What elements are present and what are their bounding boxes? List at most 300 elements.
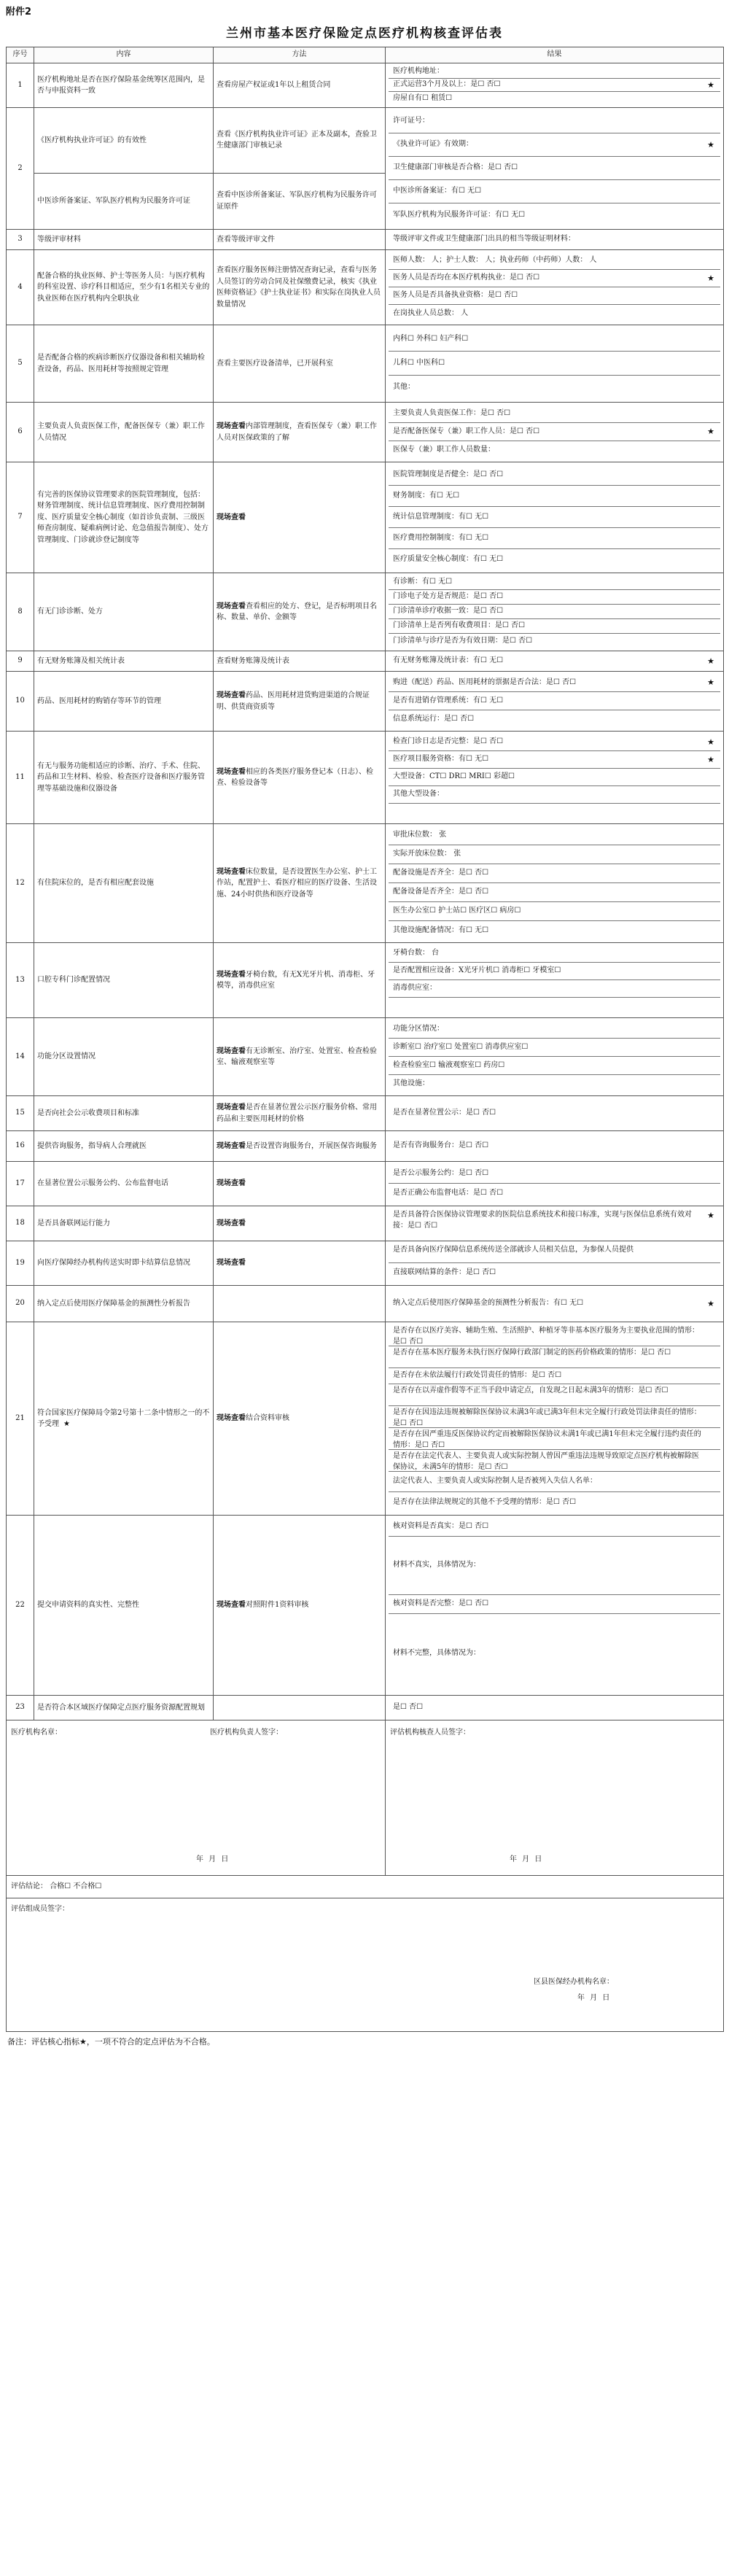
result-text: 是否配备医保专（兼）职工作人员：是☐ 否☐	[393, 427, 540, 435]
row-content	[34, 824, 214, 943]
table-row	[7, 1096, 724, 1131]
row-result	[386, 250, 724, 325]
row-method	[214, 462, 386, 573]
row-content-text: 有完善的医保协议管理要求的医院管理制度，包括：财务管理制度、统计信息管理制度、医疗费用控制制度、医疗质量安全核心制度（如首诊负责制、三级医师查房制度、疑难病例讨论、危急值报告制度）、处方管理制度、门诊就诊登记制度等	[37, 490, 208, 544]
result-line[interactable]	[389, 79, 720, 92]
row-method	[214, 672, 386, 732]
result-text: 是否正确公布监督电话：是☐ 否☐	[393, 1189, 504, 1198]
core-indicator-star: ★	[63, 1420, 70, 1428]
footnote: 备注：评估核心指标★，一项不符合的定点评估为不合格。	[7, 2037, 215, 2047]
row-content	[34, 1131, 214, 1162]
result-line[interactable]	[389, 902, 720, 921]
row-content-text: 符合国家医疗保障局令第2号第十二条中情形之一的不予受理	[37, 1408, 210, 1428]
result-text: 正式运营3个月及以上：是☐ 否☐	[393, 80, 501, 89]
result-text: 《执业许可证》有效期：	[393, 140, 473, 149]
core-indicator-star: ★	[707, 656, 714, 666]
row-content-text: 提供咨询服务，指导病人合理就医	[37, 1141, 147, 1150]
row-number: 8	[7, 573, 34, 651]
result-line[interactable]	[389, 1244, 720, 1263]
method-text: 对照附件1资料审核	[246, 1601, 309, 1610]
method-text: 查看相应的处方、登记，是否标明项目名称、数量、单价、金额等	[217, 602, 377, 621]
result-text: 中医诊所备案证：有☐ 无☐	[393, 187, 482, 195]
table-row	[7, 325, 724, 403]
result-text: 财务制度：有☐ 无☐	[393, 491, 460, 500]
header-no: 序号	[7, 47, 34, 63]
result-text: 有诊断：有☐ 无☐	[393, 578, 453, 586]
row-method	[214, 1286, 386, 1322]
row-result	[386, 1162, 724, 1206]
result-line[interactable]	[389, 252, 720, 270]
result-text: 军队医疗机构为民服务许可证：有☐ 无☐	[393, 210, 526, 219]
method-emphasis: 现场查看	[217, 513, 246, 521]
row-content	[34, 403, 214, 462]
result-text: 纳入定点后使用医疗保障基金的预测性分析报告：有☐ 无☐	[393, 1299, 584, 1308]
result-text: 配备设备是否齐全：是☐ 否☐	[393, 888, 489, 896]
result-text: 医院管理制度是否健全：是☐ 否☐	[393, 470, 504, 478]
row-number: 18	[7, 1206, 34, 1241]
row-method	[214, 824, 386, 943]
row-content-text: 是否向社会公示收费项目和标准	[37, 1109, 139, 1117]
result-line[interactable]	[389, 423, 720, 441]
institution-head-label: 医疗机构负责人签字：	[210, 1729, 284, 1737]
result-text: 门诊清单上是否列有收费项目：是☐ 否☐	[393, 621, 526, 630]
result-line[interactable]	[389, 1346, 720, 1368]
core-indicator-star: ★	[707, 139, 714, 150]
result-line[interactable]	[389, 980, 720, 998]
row-number: 9	[7, 651, 34, 672]
group-label: 评估组成员签字：	[11, 1905, 69, 1913]
row-method	[214, 1696, 386, 1720]
row-result	[386, 1241, 724, 1286]
row-content-text: 药品、医用耗材的购销存等环节的管理	[37, 697, 161, 705]
result-line[interactable]	[389, 405, 720, 423]
core-indicator-star: ★	[707, 754, 714, 764]
result-text: 法定代表人、主要负责人或实际控制人是否被列入失信人名单：	[393, 1477, 597, 1486]
row-number: 17	[7, 1162, 34, 1206]
table-row	[7, 732, 724, 824]
row-content: 《医疗机构执业许可证》的有效性	[34, 108, 214, 174]
group-signature-area	[7, 1898, 723, 2031]
result-text: 是否存在未依法履行行政处罚责任的情形：是☐ 否☐	[393, 1371, 562, 1380]
table-header-row	[7, 47, 724, 63]
row-method	[214, 250, 386, 325]
row-result	[386, 672, 724, 732]
table-row	[7, 1286, 724, 1322]
row-result	[386, 1322, 724, 1516]
method-emphasis: 现场查看	[217, 867, 246, 876]
table-row	[7, 573, 724, 651]
result-text: 是否存在基本医疗服务未执行医疗保障行政部门制定的医药价格政策的情形：是☐ 否☐	[393, 1349, 671, 1357]
method-emphasis: 现场查看	[217, 602, 246, 610]
table-row	[7, 63, 724, 108]
row-result	[386, 1131, 724, 1162]
result-text: 是否存在法律法规规定的其他不予受理的情形：是☐ 否☐	[393, 1497, 577, 1506]
result-line[interactable]	[389, 441, 720, 459]
result-line[interactable]	[389, 769, 720, 786]
row-method: 查看《医疗机构执业许可证》正本及副本，查验卫生健康部门审核记录	[214, 108, 386, 174]
row-number: 13	[7, 943, 34, 1018]
table-row	[7, 1241, 724, 1286]
result-line[interactable]	[389, 486, 720, 507]
row-method	[214, 230, 386, 250]
row-content	[34, 943, 214, 1018]
result-line[interactable]	[389, 653, 720, 669]
result-line[interactable]	[389, 507, 720, 528]
result-text: 诊断室☐ 治疗室☐ 处置室☐ 消毒供应室☐	[393, 1042, 529, 1051]
row-number: 22	[7, 1516, 34, 1696]
result-text: 消毒供应室：	[393, 984, 437, 993]
row-content	[34, 63, 214, 108]
row-method	[214, 1241, 386, 1286]
result-line[interactable]	[389, 232, 720, 247]
row-result	[386, 573, 724, 651]
result-line[interactable]	[389, 734, 720, 751]
method-text: 查看财务账簿及统计表	[217, 656, 289, 665]
method-text: 内部管理制度，查看医保专（兼）职工作人员对医保政策的了解	[217, 422, 377, 442]
row-number: 3	[7, 230, 34, 250]
result-text: 功能分区情况：	[393, 1024, 444, 1033]
row-content-text: 是否具备联网运行能力	[37, 1219, 110, 1227]
result-line[interactable]	[389, 1518, 720, 1537]
row-result	[386, 230, 724, 250]
agency-seal-label: 区县医保经办机构名章：	[534, 1978, 614, 1986]
row-number: 23	[7, 1696, 34, 1720]
method-emphasis: 现场查看	[217, 422, 246, 430]
group-row	[7, 1898, 724, 2032]
result-line[interactable]	[389, 883, 720, 902]
row-result	[386, 1206, 724, 1241]
row-number: 10	[7, 672, 34, 732]
method-emphasis: 现场查看	[217, 1219, 246, 1227]
row-content	[34, 573, 214, 651]
row-content	[34, 250, 214, 325]
result-line[interactable]	[389, 945, 720, 963]
row-number: 12	[7, 824, 34, 943]
result-line[interactable]	[389, 465, 720, 486]
table-row	[7, 1131, 724, 1162]
result-text: 核对资料是否完整：是☐ 否☐	[393, 1599, 489, 1608]
core-indicator-star: ★	[707, 427, 714, 437]
result-line[interactable]	[389, 605, 720, 619]
method-emphasis: 现场查看	[217, 1103, 246, 1112]
row-number: 16	[7, 1131, 34, 1162]
row-method	[214, 651, 386, 672]
result-line[interactable]	[389, 1450, 720, 1472]
result-text: 是否存在法定代表人、主要负责人或实际控制人曾因严重违法违规导致原定点医疗机构被解除医保协议，未满5年的情形：是☐ 否☐	[393, 1452, 699, 1471]
method-text: 查看等级评审文件	[217, 235, 275, 244]
result-text: 医保专（兼）职工作人员数量：	[393, 446, 495, 454]
attachment-label: 附件2	[6, 7, 32, 18]
result-line[interactable]	[389, 1698, 720, 1718]
row-number: 14	[7, 1018, 34, 1096]
row-result	[386, 651, 724, 672]
row-number: 2	[7, 108, 34, 230]
row-number: 7	[7, 462, 34, 573]
result-line[interactable]	[389, 180, 720, 203]
table-row	[7, 403, 724, 462]
row-number: 6	[7, 403, 34, 462]
result-text: 是否存在以医疗美容、辅助生殖、生活照护、种植牙等非基本医疗服务为主要执业范围的情形：是☐ 否☐	[393, 1327, 699, 1346]
result-line[interactable]	[389, 1288, 720, 1319]
table-row	[7, 1018, 724, 1096]
result-text: 医师人数： 人；护士人数： 人；执业药师（中药师）人数： 人	[393, 256, 597, 265]
core-indicator-star: ★	[707, 737, 714, 747]
method-emphasis: 现场查看	[217, 970, 246, 979]
result-text: 材料不真实，具体情况为：	[393, 1561, 480, 1570]
result-line[interactable]	[389, 998, 720, 1015]
row-result	[386, 1096, 724, 1131]
result-line[interactable]	[389, 674, 720, 692]
row-content-text: 提交申请资料的真实性、完整性	[37, 1601, 139, 1610]
row-content	[34, 1206, 214, 1241]
row-method	[214, 1162, 386, 1206]
result-line[interactable]	[389, 826, 720, 845]
result-text: 配备设施是否齐全：是☐ 否☐	[393, 869, 489, 877]
result-line[interactable]	[389, 1263, 720, 1283]
result-text: 材料不完整，具体情况为：	[393, 1648, 480, 1657]
result-text: 牙椅台数： 台	[393, 949, 440, 958]
result-text: 是否有进销存管理系统：有☐ 无☐	[393, 696, 504, 705]
row-content-text: 向医疗保障经办机构传送实时即卡结算信息情况	[37, 1259, 190, 1268]
method-emphasis: 现场查看	[217, 1141, 246, 1150]
result-text: 是否在显著位置公示：是☐ 否☐	[393, 1109, 496, 1117]
result-line[interactable]	[389, 804, 720, 821]
row-content	[34, 651, 214, 672]
row-number: 1	[7, 63, 34, 108]
result-line[interactable]	[389, 1098, 720, 1128]
table-row	[7, 1322, 724, 1516]
result-text: 统计信息管理制度：有☐ 无☐	[393, 512, 489, 521]
result-line[interactable]	[389, 921, 720, 940]
method-emphasis: 现场查看	[217, 1414, 246, 1423]
result-text: 实际开放床位数： 张	[393, 850, 461, 858]
core-indicator-star: ★	[707, 79, 714, 90]
result-text: 购进（配送）药品、医用耗材的票据是否合法：是☐ 否☐	[393, 678, 577, 686]
row-content-text: 主要负责人负责医保工作，配备医保专（兼）职工作人员情况	[37, 422, 205, 442]
result-line[interactable]	[389, 110, 720, 133]
result-text: 房屋自有☐ 租赁☐	[393, 93, 453, 102]
row-number: 20	[7, 1286, 34, 1322]
result-line[interactable]	[389, 270, 720, 287]
row-content-text: 配备合格的执业医师、护士等医务人员：与医疗机构的科室设置、诊疗科目相适应，至少有1名相关专业的执业医师在医疗机构内全职执业	[37, 271, 210, 303]
result-text: 内科☐ 外科☐ 妇产科☐	[393, 334, 469, 343]
result-text: 是否具备符合医保协议管理要求的医院信息系统技术和接口标准，实现与医保信息系统有效对接：是☐ 否☐	[393, 1211, 692, 1230]
row-content	[34, 462, 214, 573]
table-row	[7, 672, 724, 732]
result-line[interactable]	[389, 963, 720, 980]
result-line[interactable]	[389, 1324, 720, 1346]
result-text: 等级评审文件或卫生健康部门出具的相当等级证明材料：	[393, 235, 575, 244]
result-text: 卫生健康部门审核是否合格：是☐ 否☐	[393, 163, 518, 172]
row-content-text: 有无财务账簿及相关统计表	[37, 656, 125, 665]
result-line[interactable]	[389, 590, 720, 605]
row-result	[386, 1286, 724, 1322]
table-row	[7, 462, 724, 573]
result-line[interactable]	[389, 1492, 720, 1513]
result-text: 其他大型设备：	[393, 790, 444, 799]
result-text: 核对资料是否真实：是☐ 否☐	[393, 1522, 489, 1531]
result-line[interactable]	[389, 1057, 720, 1075]
result-line[interactable]	[389, 692, 720, 710]
method-text: 药品、医用耗材进货购进渠道的合规证明、供货商资质等	[217, 691, 370, 711]
row-result	[386, 1018, 724, 1096]
result-line[interactable]	[389, 1384, 720, 1406]
institution-date: 年 月 日	[196, 1855, 230, 1863]
result-line[interactable]	[389, 1428, 720, 1450]
method-text: 查看主要医疗设备清单，已开展科室	[217, 359, 333, 368]
result-text: 儿科☐ 中医科☐	[393, 358, 445, 367]
result-line[interactable]	[389, 157, 720, 180]
row-method	[214, 1206, 386, 1241]
result-line[interactable]	[389, 1133, 720, 1159]
result-line[interactable]	[389, 528, 720, 549]
row-result	[386, 1516, 724, 1696]
row-content-text: 在显著位置公示服务公约、公布监督电话	[37, 1179, 168, 1188]
result-text: 大型设备：CT☐ DR☐ MRI☐ 彩超☐	[393, 772, 515, 781]
result-text: 门诊清单与诊疗是否为有效日期：是☐ 否☐	[393, 636, 533, 645]
row-number: 19	[7, 1241, 34, 1286]
result-line[interactable]	[389, 1368, 720, 1384]
row-content-text: 纳入定点后使用医疗保障基金的预测性分析报告	[37, 1299, 190, 1308]
method-emphasis: 现场查看	[217, 1047, 246, 1055]
method-text: 结合资料审核	[246, 1414, 289, 1423]
row-content	[34, 1018, 214, 1096]
row-result	[386, 824, 724, 943]
assessment-table	[6, 47, 724, 2032]
result-line[interactable]	[389, 376, 720, 400]
result-line[interactable]	[389, 575, 720, 590]
result-text: 是否存在因严重违反医保协议约定而被解除医保协议未满1年或已满1年但未完全履行违约责任的情形：是☐ 否☐	[393, 1430, 701, 1449]
table-row	[7, 1516, 724, 1696]
result-line[interactable]	[389, 864, 720, 883]
result-text: 是否具备向医疗保障信息系统传送全部就诊人员相关信息，为参保人员提供	[393, 1246, 634, 1254]
result-line[interactable]	[389, 305, 720, 322]
result-text: 医疗机构地址：	[393, 67, 444, 76]
row-method	[214, 1516, 386, 1696]
signature-row	[7, 1720, 724, 1876]
header-content: 内容	[34, 47, 214, 63]
result-line[interactable]	[389, 1406, 720, 1428]
result-text: 其他设施配备情况：有☐ 无☐	[393, 926, 489, 934]
row-method	[214, 1018, 386, 1096]
method-emphasis: 现场查看	[217, 691, 246, 699]
result-line[interactable]	[389, 549, 720, 570]
result-line[interactable]	[389, 634, 720, 648]
result-line[interactable]	[389, 845, 720, 864]
row-number: 11	[7, 732, 34, 824]
result-text: 直接联网结算的条件：是☐ 否☐	[393, 1268, 496, 1277]
row-content-text: 有无与服务功能相适应的诊断、治疗、手术、住院、药品和卫生材料、检验、检查医疗设备和医疗服务管理等基础设施和仪器设备	[37, 761, 205, 793]
result-line[interactable]	[389, 1614, 720, 1693]
row-content-text: 是否符合本区域医疗保障定点医疗服务资源配置规划	[37, 1703, 205, 1712]
method-text: 牙椅台数，有无X光牙片机、消毒柜、牙模等，消毒供应室	[217, 970, 375, 990]
result-line[interactable]	[389, 352, 720, 376]
result-line[interactable]	[389, 287, 720, 305]
result-line[interactable]	[389, 133, 720, 157]
row-method	[214, 732, 386, 824]
row-result	[386, 732, 724, 824]
result-line[interactable]	[389, 1595, 720, 1614]
core-indicator-star: ★	[707, 678, 714, 688]
row-method	[214, 63, 386, 108]
method-text: 有无诊断室、治疗室、处置室、检查检验室、输液观察室等	[217, 1047, 377, 1066]
result-line[interactable]	[389, 1164, 720, 1184]
row-content-text: 功能分区设置情况	[37, 1052, 95, 1061]
result-text: 其他设施：	[393, 1079, 429, 1088]
assessor-date: 年 月 日	[510, 1855, 544, 1863]
table-row	[7, 651, 724, 672]
method-text: 查看医疗服务医师注册情况查询记录，查看与医务人员签订的劳动合同及社保缴费记录，核实《执业医师资格证》《护士执业证书》和实际在岗执业人员数量情况	[217, 266, 381, 309]
row-content	[34, 1096, 214, 1131]
result-line[interactable]	[389, 1472, 720, 1492]
header-result: 结果	[386, 47, 724, 63]
result-line[interactable]	[389, 327, 720, 352]
conclusion-label: 评估结论：	[11, 1882, 47, 1890]
result-line[interactable]	[389, 1537, 720, 1595]
result-text: 是否配置相应设备：X光牙片机☐ 消毒柜☐ 牙模室☐	[393, 966, 561, 975]
result-line[interactable]	[389, 1184, 720, 1203]
table-row	[7, 1162, 724, 1206]
row-content	[34, 672, 214, 732]
method-text: 相应的各类医疗服务登记本（日志）、检查、检验设备等	[217, 767, 373, 787]
result-text: 医疗项目服务资格：有☐ 无☐	[393, 755, 489, 764]
row-method	[214, 325, 386, 403]
result-line[interactable]	[389, 619, 720, 634]
table-row	[7, 1696, 724, 1720]
form-title: 兰州市基本医疗保险定点医疗机构核查评估表	[226, 26, 503, 41]
row-result	[386, 462, 724, 573]
result-text: 检查检验室☐ 输液观察室☐ 药房☐	[393, 1060, 505, 1069]
row-result	[386, 1696, 724, 1720]
row-content-text: 口腔专科门诊配置情况	[37, 976, 110, 985]
result-text: 是否公示服务公约：是☐ 否☐	[393, 1168, 489, 1177]
row-number: 5	[7, 325, 34, 403]
row-content: 中医诊所备案证、军队医疗机构为民服务许可证	[34, 173, 214, 229]
row-method	[214, 943, 386, 1018]
result-text: 医疗费用控制制度：有☐ 无☐	[393, 533, 489, 542]
result-line[interactable]	[389, 1020, 720, 1039]
result-line[interactable]	[389, 1039, 720, 1057]
row-method	[214, 1131, 386, 1162]
conclusion-options[interactable]: 合格☐ 不合格☐	[50, 1882, 102, 1890]
result-line[interactable]	[389, 1209, 720, 1238]
row-method: 查看中医诊所备案证、军队医疗机构为民服务许可证原件	[214, 173, 386, 229]
method-emphasis: 现场查看	[217, 767, 246, 776]
row-method	[214, 403, 386, 462]
row-content	[34, 732, 214, 824]
result-line[interactable]	[389, 66, 720, 79]
result-text: 许可证号：	[393, 117, 429, 125]
result-text: 是否有咨询服务台：是☐ 否☐	[393, 1141, 489, 1150]
result-line[interactable]	[389, 92, 720, 105]
table-body	[7, 63, 724, 1720]
table-row	[7, 250, 724, 325]
row-number: 15	[7, 1096, 34, 1131]
result-line[interactable]	[389, 710, 720, 729]
result-line[interactable]	[389, 1075, 720, 1093]
row-content-text: 医疗机构地址是否在医疗保险基金统筹区范围内，是否与申报资料一致	[37, 75, 205, 95]
result-line[interactable]	[389, 786, 720, 804]
row-content-text: 有无门诊诊断、处方	[37, 608, 103, 616]
row-content-text: 有住院床位的，是否有相应配套设施	[37, 879, 154, 888]
result-line[interactable]	[389, 203, 720, 227]
method-text: 床位数量，是否设置医生办公室、护士工作站，配置护士、看医疗相应的医疗设备、生活设施、24小时供热和医疗设备等	[217, 867, 377, 899]
row-content-text: 等级评审材料	[37, 235, 81, 244]
conclusion-row	[7, 1876, 724, 1898]
result-line[interactable]	[389, 751, 720, 769]
row-result	[386, 325, 724, 403]
row-number: 4	[7, 250, 34, 325]
